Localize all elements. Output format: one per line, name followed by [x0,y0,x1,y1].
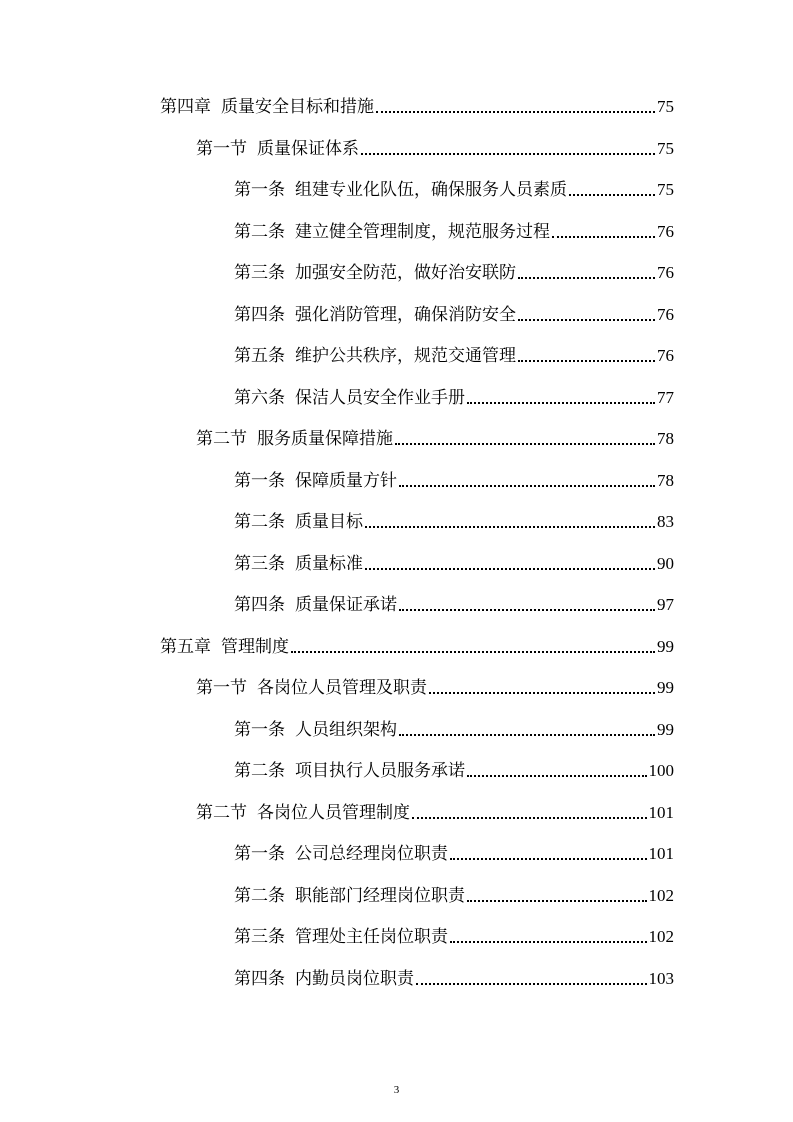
toc-entry-title: 人员组织架构 [295,719,397,740]
toc-entry-prefix: 第二条 [234,761,285,781]
toc-entry-title: 质量目标 [295,512,363,532]
toc-dot-leader [395,431,655,445]
toc-entry-title: 加强安全防范，做好治安联防 [295,263,516,283]
toc-dot-leader [399,597,655,611]
toc-entry-prefix: 第一条 [234,844,285,864]
toc-entry-page: 90 [657,553,674,573]
toc-entry[interactable] [234,296,674,326]
toc-entry[interactable] [196,130,674,160]
toc-entry-title: 维护公共秩序，规范交通管理 [295,346,516,366]
toc-entry-title: 服务质量保障措施 [257,429,393,449]
toc-entry[interactable] [234,835,674,865]
toc-entry-title: 组建专业化队伍，确保服务人员素质 [295,180,567,200]
toc-entry[interactable] [234,503,674,533]
toc-entry-prefix: 第六条 [234,387,285,408]
toc-dot-leader [429,680,655,694]
toc-entry-title: 管理处主任岗位职责 [295,927,448,947]
toc-dot-leader [412,805,647,819]
toc-entry-page: 97 [657,595,674,614]
toc-entry-page: 103 [648,968,674,988]
toc-dot-leader [365,514,655,528]
toc-dot-leader [399,722,655,736]
toc-entry[interactable] [234,213,674,243]
toc-entry-page: 75 [657,180,674,199]
toc-entry-prefix: 第二条 [234,512,285,532]
toc-entry-title: 质量标准 [295,553,363,574]
toc-entry-page: 102 [648,885,674,905]
toc-entry-page: 76 [657,263,674,282]
toc-entry-title: 内勤员岗位职责 [295,968,414,989]
toc-entry-prefix: 第四条 [234,968,285,989]
toc-entry-prefix: 第五条 [234,346,285,366]
toc-entry-page: 76 [657,346,674,365]
toc-dot-leader [518,307,655,321]
toc-entry-page: 75 [657,138,674,158]
toc-dot-leader [467,763,647,777]
toc-dot-leader [416,971,647,985]
toc-entry[interactable] [234,462,674,492]
toc-entry-page: 100 [648,761,674,780]
toc-entry-title: 质量保证体系 [257,138,359,159]
toc-entry-prefix: 第一条 [234,719,285,740]
toc-entry-prefix: 第四章 [160,97,211,117]
toc-entry[interactable] [234,254,674,284]
toc-entry-title: 保洁人员安全作业手册 [295,387,465,408]
toc-entry[interactable] [196,669,674,699]
toc-entry-page: 77 [657,387,674,407]
toc-entry-title: 公司总经理岗位职责 [295,844,448,864]
toc-entry[interactable] [160,628,674,658]
toc-entry-title: 质量安全目标和措施 [221,97,374,117]
toc-entry[interactable] [234,545,674,575]
toc-entry[interactable] [234,379,674,409]
toc-dot-leader [365,556,655,570]
toc-entry-page: 83 [657,512,674,531]
toc-entry-prefix: 第三条 [234,927,285,947]
toc-entry[interactable] [234,586,674,616]
toc-entry[interactable] [234,711,674,741]
toc-entry-prefix: 第四条 [234,304,285,325]
toc-entry[interactable] [234,171,674,201]
toc-entry[interactable] [196,420,674,450]
toc-entry-page: 78 [657,470,674,490]
toc-entry[interactable] [196,794,674,824]
toc-entry-prefix: 第一条 [234,180,285,200]
toc-entry[interactable] [160,88,674,118]
toc-entry-prefix: 第二条 [234,885,285,906]
toc-dot-leader [518,348,655,362]
toc-entry[interactable] [234,918,674,948]
toc-dot-leader [450,846,647,860]
toc-entry-prefix: 第二条 [234,221,285,242]
toc-dot-leader [518,265,655,279]
toc-dot-leader [291,639,655,653]
toc-entry[interactable] [234,752,674,782]
toc-entry-page: 75 [657,97,674,116]
toc-entry-title: 管理制度 [221,636,289,657]
toc-dot-leader [450,929,647,943]
toc-entry-page: 99 [657,678,674,697]
toc-entry-page: 76 [657,304,674,324]
toc-entry-title: 项目执行人员服务承诺 [295,761,465,781]
toc-entry-page: 101 [648,802,674,822]
toc-entry-page: 99 [657,636,674,656]
toc-entry[interactable] [234,337,674,367]
toc-entry-title: 保障质量方针 [295,470,397,491]
toc-dot-leader [376,99,655,113]
toc-entry[interactable] [234,960,674,990]
toc-entry-prefix: 第二节 [196,802,247,823]
toc-entry-prefix: 第一节 [196,678,247,698]
toc-entry-title: 职能部门经理岗位职责 [295,885,465,906]
toc-entry-title: 强化消防管理，确保消防安全 [295,304,516,325]
toc-entry-prefix: 第三条 [234,553,285,574]
toc-entry-title: 各岗位人员管理制度 [257,802,410,823]
toc-dot-leader [361,141,655,155]
toc-entry-prefix: 第一节 [196,138,247,159]
toc-entry-title: 质量保证承诺 [295,595,397,615]
toc-entry-prefix: 第一条 [234,470,285,491]
toc-entry-prefix: 第二节 [196,429,247,449]
toc-entry-prefix: 第五章 [160,636,211,657]
toc-entry-title: 建立健全管理制度，规范服务过程 [295,221,550,242]
toc-entry-page: 76 [657,221,674,241]
toc-entry-page: 99 [657,719,674,739]
toc-dot-leader [552,224,655,238]
toc-entry-title: 各岗位人员管理及职责 [257,678,427,698]
toc-entry-page: 78 [657,429,674,448]
toc-entry[interactable] [234,877,674,907]
toc-entry-prefix: 第四条 [234,595,285,615]
toc-entry-prefix: 第三条 [234,263,285,283]
toc-entry-page: 102 [648,927,674,946]
toc-dot-leader [467,390,655,404]
toc-dot-leader [569,182,655,196]
toc-dot-leader [399,473,655,487]
page-number: 3 [393,1084,400,1096]
toc-dot-leader [467,888,647,902]
toc-entry-page: 101 [648,844,674,863]
